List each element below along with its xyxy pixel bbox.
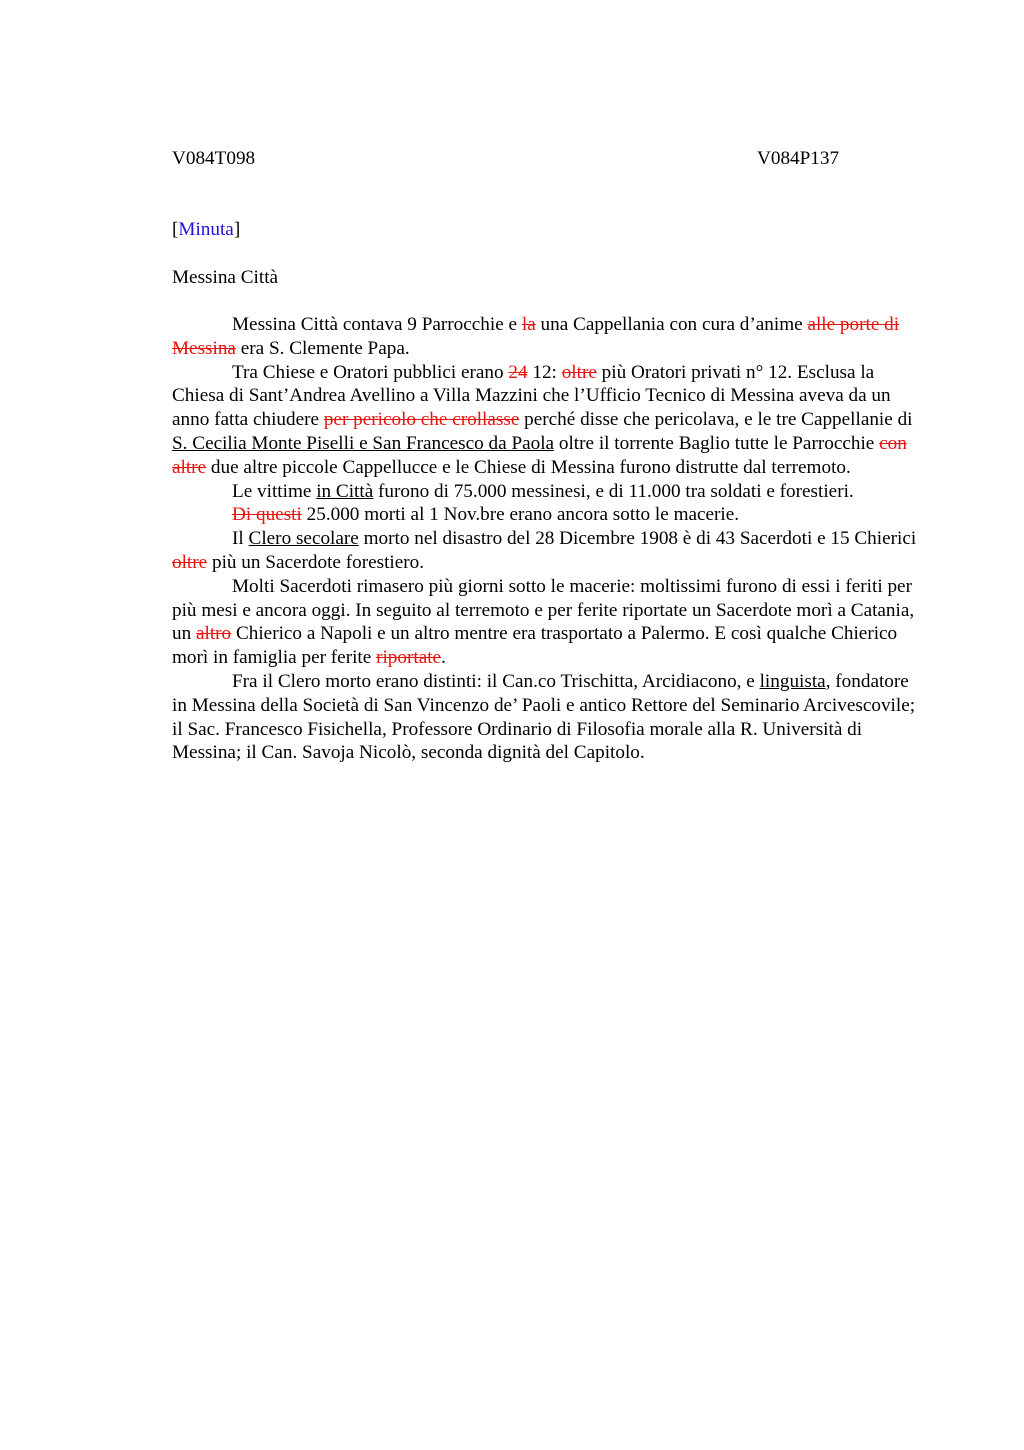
underlined-text: linguista xyxy=(759,670,826,692)
deleted-text: con altre xyxy=(172,432,907,478)
text-segment: Messina Città contava 9 Parrocchie e xyxy=(232,314,522,335)
text-segment: Molti Sacerdoti rimasero più giorni sotto le macerie: moltissimi furono di essi i feriti per più mesi e ancora oggi. In seguito al terremoto e per ferite riportate un Sacerdote morì a Catania, un xyxy=(172,575,915,645)
deleted-text: la xyxy=(521,314,536,335)
text-segment: Il xyxy=(232,528,249,550)
document-id-left: V084T098 xyxy=(172,148,256,169)
body-paragraph xyxy=(172,361,928,480)
text-segment: 12: xyxy=(527,361,562,383)
body-paragraph xyxy=(172,503,928,527)
label-text: Minuta xyxy=(178,219,234,240)
deleted-text: 24 xyxy=(508,361,528,383)
deleted-text: oltre xyxy=(561,361,597,383)
text-segment: , fondatore in Messina della Società di San Vincenzo de’ Paoli e antico Rettore del Seminario Arcivescovile; il Sac. Francesco Fisichella, Professore Ordinario di Filosofia morale alla R. Università di Messina; il Can. Savoja Nicolò, seconda dignità del Capitolo. xyxy=(172,670,916,764)
body-paragraph xyxy=(172,313,928,361)
text-segment: più Oratori privati n° 12. Esclusa la Chiesa di Sant’Andrea Avellino a Villa Mazzini che l’Ufficio Tecnico di Messina aveva da un anno fatta chiudere xyxy=(172,361,891,431)
deleted-text: oltre xyxy=(172,551,208,573)
deleted-text: riportate xyxy=(376,647,442,669)
underlined-text: S. Cecilia Monte Piselli e San Francesco da Paola xyxy=(172,432,555,454)
minuta-label xyxy=(172,218,240,242)
text-segment: due altre piccole Cappellucce e le Chiese di Messina furono distrutte dal terremoto. xyxy=(206,456,851,478)
text-segment: Tra Chiese e Oratori pubblici erano xyxy=(232,361,509,383)
text-segment: perché disse che pericolava, e le tre Cappellanie di xyxy=(519,409,913,431)
deleted-text: Di questi xyxy=(232,504,302,526)
deleted-text: per pericolo che crollasse xyxy=(323,409,520,431)
text-segment: Fra il Clero morto erano distinti: il Can.co Trischitta, Arcidiacono, e xyxy=(232,670,760,692)
page-title: Messina Città xyxy=(172,267,279,288)
body-paragraph xyxy=(172,480,928,504)
text-segment: una Cappellania con cura d’anime xyxy=(535,314,808,335)
label-open-bracket: [ xyxy=(172,219,179,240)
deleted-text: altro xyxy=(195,623,232,645)
text-segment: era S. Clemente Papa. xyxy=(235,337,410,359)
document-id-right: V084P137 xyxy=(757,148,840,169)
text-segment: Le vittime xyxy=(232,480,317,502)
text-segment: 25.000 morti al 1 Nov.bre erano ancora sotto le macerie. xyxy=(301,504,740,526)
underlined-text: Clero secolare xyxy=(248,528,359,550)
underlined-text: in Città xyxy=(316,480,374,502)
text-segment: morto nel disastro del 28 Dicembre 1908 è di 43 Sacerdoti e 15 Chierici xyxy=(358,528,917,550)
body-paragraph xyxy=(172,527,928,575)
deleted-text: alle porte di Messina xyxy=(172,314,900,359)
label-close-bracket: ] xyxy=(233,219,241,240)
text-segment: più un Sacerdote forestiero. xyxy=(207,551,425,573)
text-segment: Chierico a Napoli e un altro mentre era trasportato a Palermo. E così qualche Chierico morì in famiglia per ferite xyxy=(172,623,898,669)
document-body xyxy=(172,313,928,765)
text-segment: oltre il torrente Baglio tutte le Parrocchie xyxy=(554,432,880,454)
body-paragraph xyxy=(172,670,928,765)
body-paragraph xyxy=(172,575,928,670)
text-segment: furono di 75.000 messinesi, e di 11.000 tra soldati e forestieri. xyxy=(373,480,854,502)
text-segment: . xyxy=(441,647,446,669)
